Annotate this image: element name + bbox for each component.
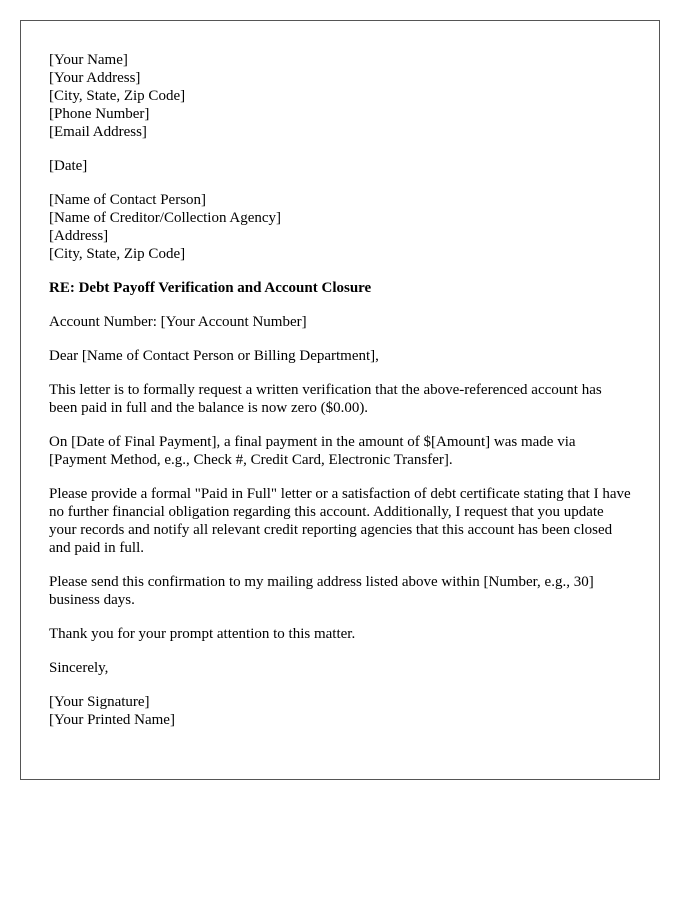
subject-line: RE: Debt Payoff Verification and Account Closure	[49, 280, 372, 296]
signature: [Your Signature]	[49, 694, 150, 710]
recipient-address: [Address]	[49, 228, 109, 244]
body-paragraph-4: Please send this confirmation to my mailing address listed above within [Number, e.g., 30] business days.	[49, 574, 594, 608]
recipient-city-state-zip: [City, State, Zip Code]	[49, 246, 186, 262]
sender-city-state-zip: [City, State, Zip Code]	[49, 88, 186, 104]
closing: Sincerely,	[49, 660, 109, 676]
salutation: Dear [Name of Contact Person or Billing Department],	[49, 348, 379, 364]
printed-name: [Your Printed Name]	[49, 712, 175, 728]
sender-block	[49, 51, 631, 141]
account-number-line: Account Number: [Your Account Number]	[49, 314, 307, 330]
letter-page	[20, 20, 660, 780]
letter-date: [Date]	[49, 158, 88, 174]
sender-email: [Email Address]	[49, 124, 147, 140]
sender-name: [Your Name]	[49, 52, 128, 68]
body-paragraph-3: Please provide a formal "Paid in Full" letter or a satisfaction of debt certificate stating that I have no further financial obligation regarding this account. Additionally, I request that you update your records and notify all relevant credit reporting agencies that this account has been closed and paid in full.	[49, 486, 631, 556]
body-paragraph-2: On [Date of Final Payment], a final payment in the amount of $[Amount] was made via [Payment Method, e.g., Check #, Credit Card, Electronic Transfer].	[49, 434, 576, 468]
date-block	[49, 157, 631, 175]
body-paragraph-5: Thank you for your prompt attention to this matter.	[49, 626, 356, 642]
sender-address: [Your Address]	[49, 70, 141, 86]
sender-phone: [Phone Number]	[49, 106, 150, 122]
body-paragraph-1: This letter is to formally request a written verification that the above-referenced account has been paid in full and the balance is now zero ($0.00).	[49, 382, 602, 416]
recipient-contact: [Name of Contact Person]	[49, 192, 207, 208]
recipient-creditor: [Name of Creditor/Collection Agency]	[49, 210, 282, 226]
signature-block	[49, 693, 631, 729]
recipient-block	[49, 191, 631, 263]
